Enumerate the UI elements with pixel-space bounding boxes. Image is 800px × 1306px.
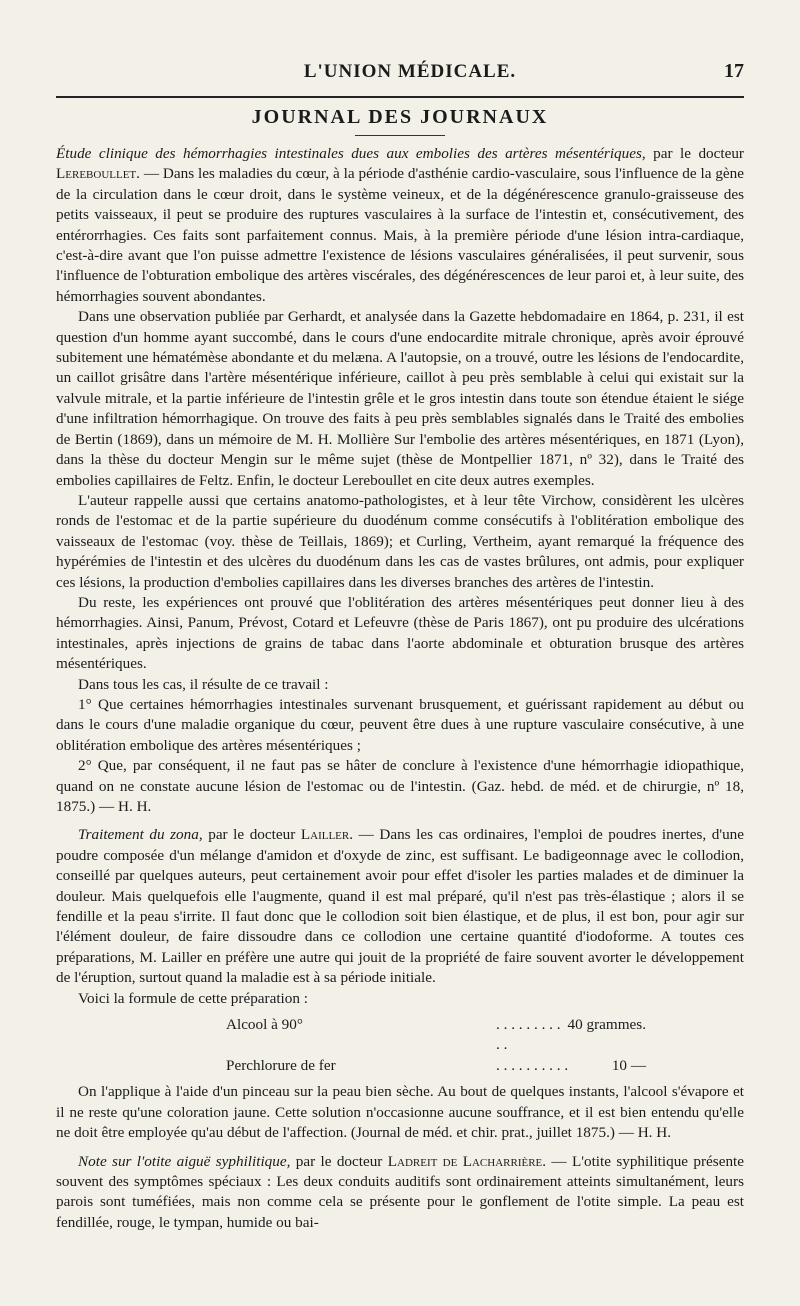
section-rule [355,135,445,136]
article-body: — Dans les maladies du cœur, à la période d'asthénie cardio-vasculaire, sous l'influence de la gène de la circulation dans le cœur droit, dans le système veineux, et de la dégénérescence granulo-graisseuse des petits vaisseaux, il peut se produire des ruptures vasculaires à la surface de l'intestin et, consécutivement, des entérorrhagies. Ces faits sont parfaitement connus. Mais, à la première période d'une lésion intra-cardiaque, c'est-à-dire avant que l'on puisse admettre l'existence de lésions vasculaires généralisées, il peut survenir, sous l'influence de l'obturation embolique des artères viscérales, des dégénérescences de leur paroi et, à leur suite, des hémorrhagies souvent abondantes. [56,165,745,305]
formula [226,1015,744,1076]
paragraph: On l'applique à l'aide d'un pinceau sur la peau bien sèche. Au bout de quelques instants, l'alcool s'évapore et il ne reste qu'une coloration jaune. Cette solution n'occasionne aucune souffrance, et il est bien entendu qu'elle ne doit être employée qu'au début de l'affection. (Journal de méd. et chir. prat., juillet 1875.) — H. H. [56,1083,744,1142]
paragraph: Du reste, les expériences ont prouvé que l'oblitération des artères mésentériques peut donner lieu à des hémorrhagies. Ainsi, Panum, Prévost, Cotard et Lefeuvre (thèse de Paris 1867), ont pu produire des ulcérations intestinales, après injections de grains de tabac dans l'aorte abdominale et obturation brusque des artères mésentériques. [56,593,744,673]
section-title: JOURNAL DES JOURNAUX [251,106,549,128]
running-head [56,60,744,90]
article-zona-closing [56,1082,744,1143]
article-author: Lailler. [300,826,354,844]
formula-ingredient: Perchlorure de fer [226,1056,336,1074]
article-byline: par le docteur [295,1152,383,1170]
formula-leader: . . . . . . . . . . [496,1056,569,1074]
article-title: Étude clinique des hémorrhagies intestinales dues aux embolies des artères mésentériques, [56,145,646,162]
paragraph: Dans tous les cas, il résulte de ce travail : [78,675,329,693]
formula-quantity: 40 grammes. [567,1016,646,1034]
header-rule [56,96,744,98]
article-author: Lereboullet. [56,165,140,183]
article-author: Ladreit de Lacharrière. [387,1152,547,1170]
page-number: 17 [724,60,744,82]
article-title: Note sur l'otite aiguë syphilitique, [78,1152,291,1170]
article-body: — Dans les cas ordinaires, l'emploi de poudres inertes, d'une poudre composée d'un mélange d'amidon et d'oxyde de zinc, est suffisant. Le badigeonnage avec le collodion, conseillé par quelques auteurs, peut certainement avoir pour effet d'isoler les parties malades et de diminuer la douleur. Mais quelquefois elle l'augmente, quand il est mal préparé, qu'il n'est pas très-élastique ; alors il se fendille et la peau s'irrite. Il faut donc que le collodion soit bien élastique, et de plus, il est bon, pour agir sur l'élément douleur, de faire dissoudre dans ce collodion une certaine quantité d'iodoforme. A toutes ces préparations, M. Lailler en préfère une autre qui jouit de la propriété de faire souvent avorter le développement de l'éruption, surtout quand la maladie est à sa période initiale. [56,826,745,987]
article-lead [56,1152,744,1234]
article-body: — L'otite syphilitique présente souvent des symptômes spéciaux : Les deux conduits auditifs sont ordinairement atteints simultanément, leurs parois sont tuméfiées, mais non comme cela se présente pour le gonflement de l'otite simple. La peau est fendillée, rouge, le tympan, humide ou bai- [56,1152,745,1231]
formula-leader: . . . . . . . . . . . [496,1016,561,1054]
article-otite [56,1152,744,1234]
paragraph: Dans une observation publiée par Gerhardt, et analysée dans la Gazette hebdomadaire en 1864, p. 231, il est question d'un homme ayant succombé, dans le cours d'une endocardite mitrale chronique, après avoir éprouvé subitement une hématémèse abondante et du melæna. A l'autopsie, on a trouvé, outre les lésions de l'endocardite, un caillot grisâtre dans l'artère mésentérique inférieure, caillot à peu près semblable à celui qui existait sur la valvule mitrale, et la partie inférieure de l'intestin grêle et le gros intestin dans toute son étendue étaient le siége d'une infiltration hémorrhagique. On trouve des faits à peu près semblables signalés dans le Traité des embolies de Bertin (1869), dans un mémoire de M. H. Mollière Sur l'embolie des artères mésentériques, en 1871 (Lyon), dans la thèse du docteur Mengin sur le même sujet (thèse de Montpellier 1871, nº 32), dans le Traité des embolies capillaires de Feltz. Enfin, le docteur Lereboullet en cite deux autres exemples. [56,308,744,489]
article-title: Traitement du zona, [78,826,203,844]
article-lead [56,825,744,988]
formula-ingredient: Alcool à 90° [226,1016,303,1034]
formula-row [226,1056,646,1076]
article-byline: par le docteur [653,145,744,162]
paragraph: Voici la formule de cette préparation : [78,989,308,1007]
paragraph: 1° Que certaines hémorrhagies intestinales survenant brusquement, et guérissant rapidement au début ou dans le cours d'une maladie organique du cœur, peuvent être dues à une rupture vasculaire consécutive, à une oblitération embolique des artères mésentériques ; [56,695,744,754]
paragraph: L'auteur rappelle aussi que certains anatomo-pathologistes, et à leur tête Virchow, considèrent les ulcères ronds de l'estomac et de la partie supérieure du duodénum comme consécutifs à l'oblitération embolique des vaisseaux de l'estomac (voy. thèse de Teillais, 1869); et Curling, Vertheim, ayant remarqué la fréquence des hypérémies de l'intestin et des ulcères du duodénum dans les cas de vastes brûlures, ont admis, pour expliquer ces lésions, la production d'embolies capillaires dans les diverses branches des artères de l'intestin. [56,491,744,591]
article-embolies [56,144,744,817]
article-byline: par le docteur [208,826,296,844]
formula-row [226,1015,646,1056]
article-lead [56,144,744,307]
formula-quantity: 10 — [611,1056,646,1074]
article-zona [56,825,744,1009]
journal-title: L'UNION MÉDICALE. [303,61,517,82]
paragraph: 2° Que, par conséquent, il ne faut pas se hâter de conclure à l'existence d'une hémorrhagie idiopathique, quand on ne constate aucune lésion de l'estomac ou de l'intestin. (Gaz. hebd. de méd. et de chirurgie, nº 18, 1875.) — H. H. [56,757,744,815]
